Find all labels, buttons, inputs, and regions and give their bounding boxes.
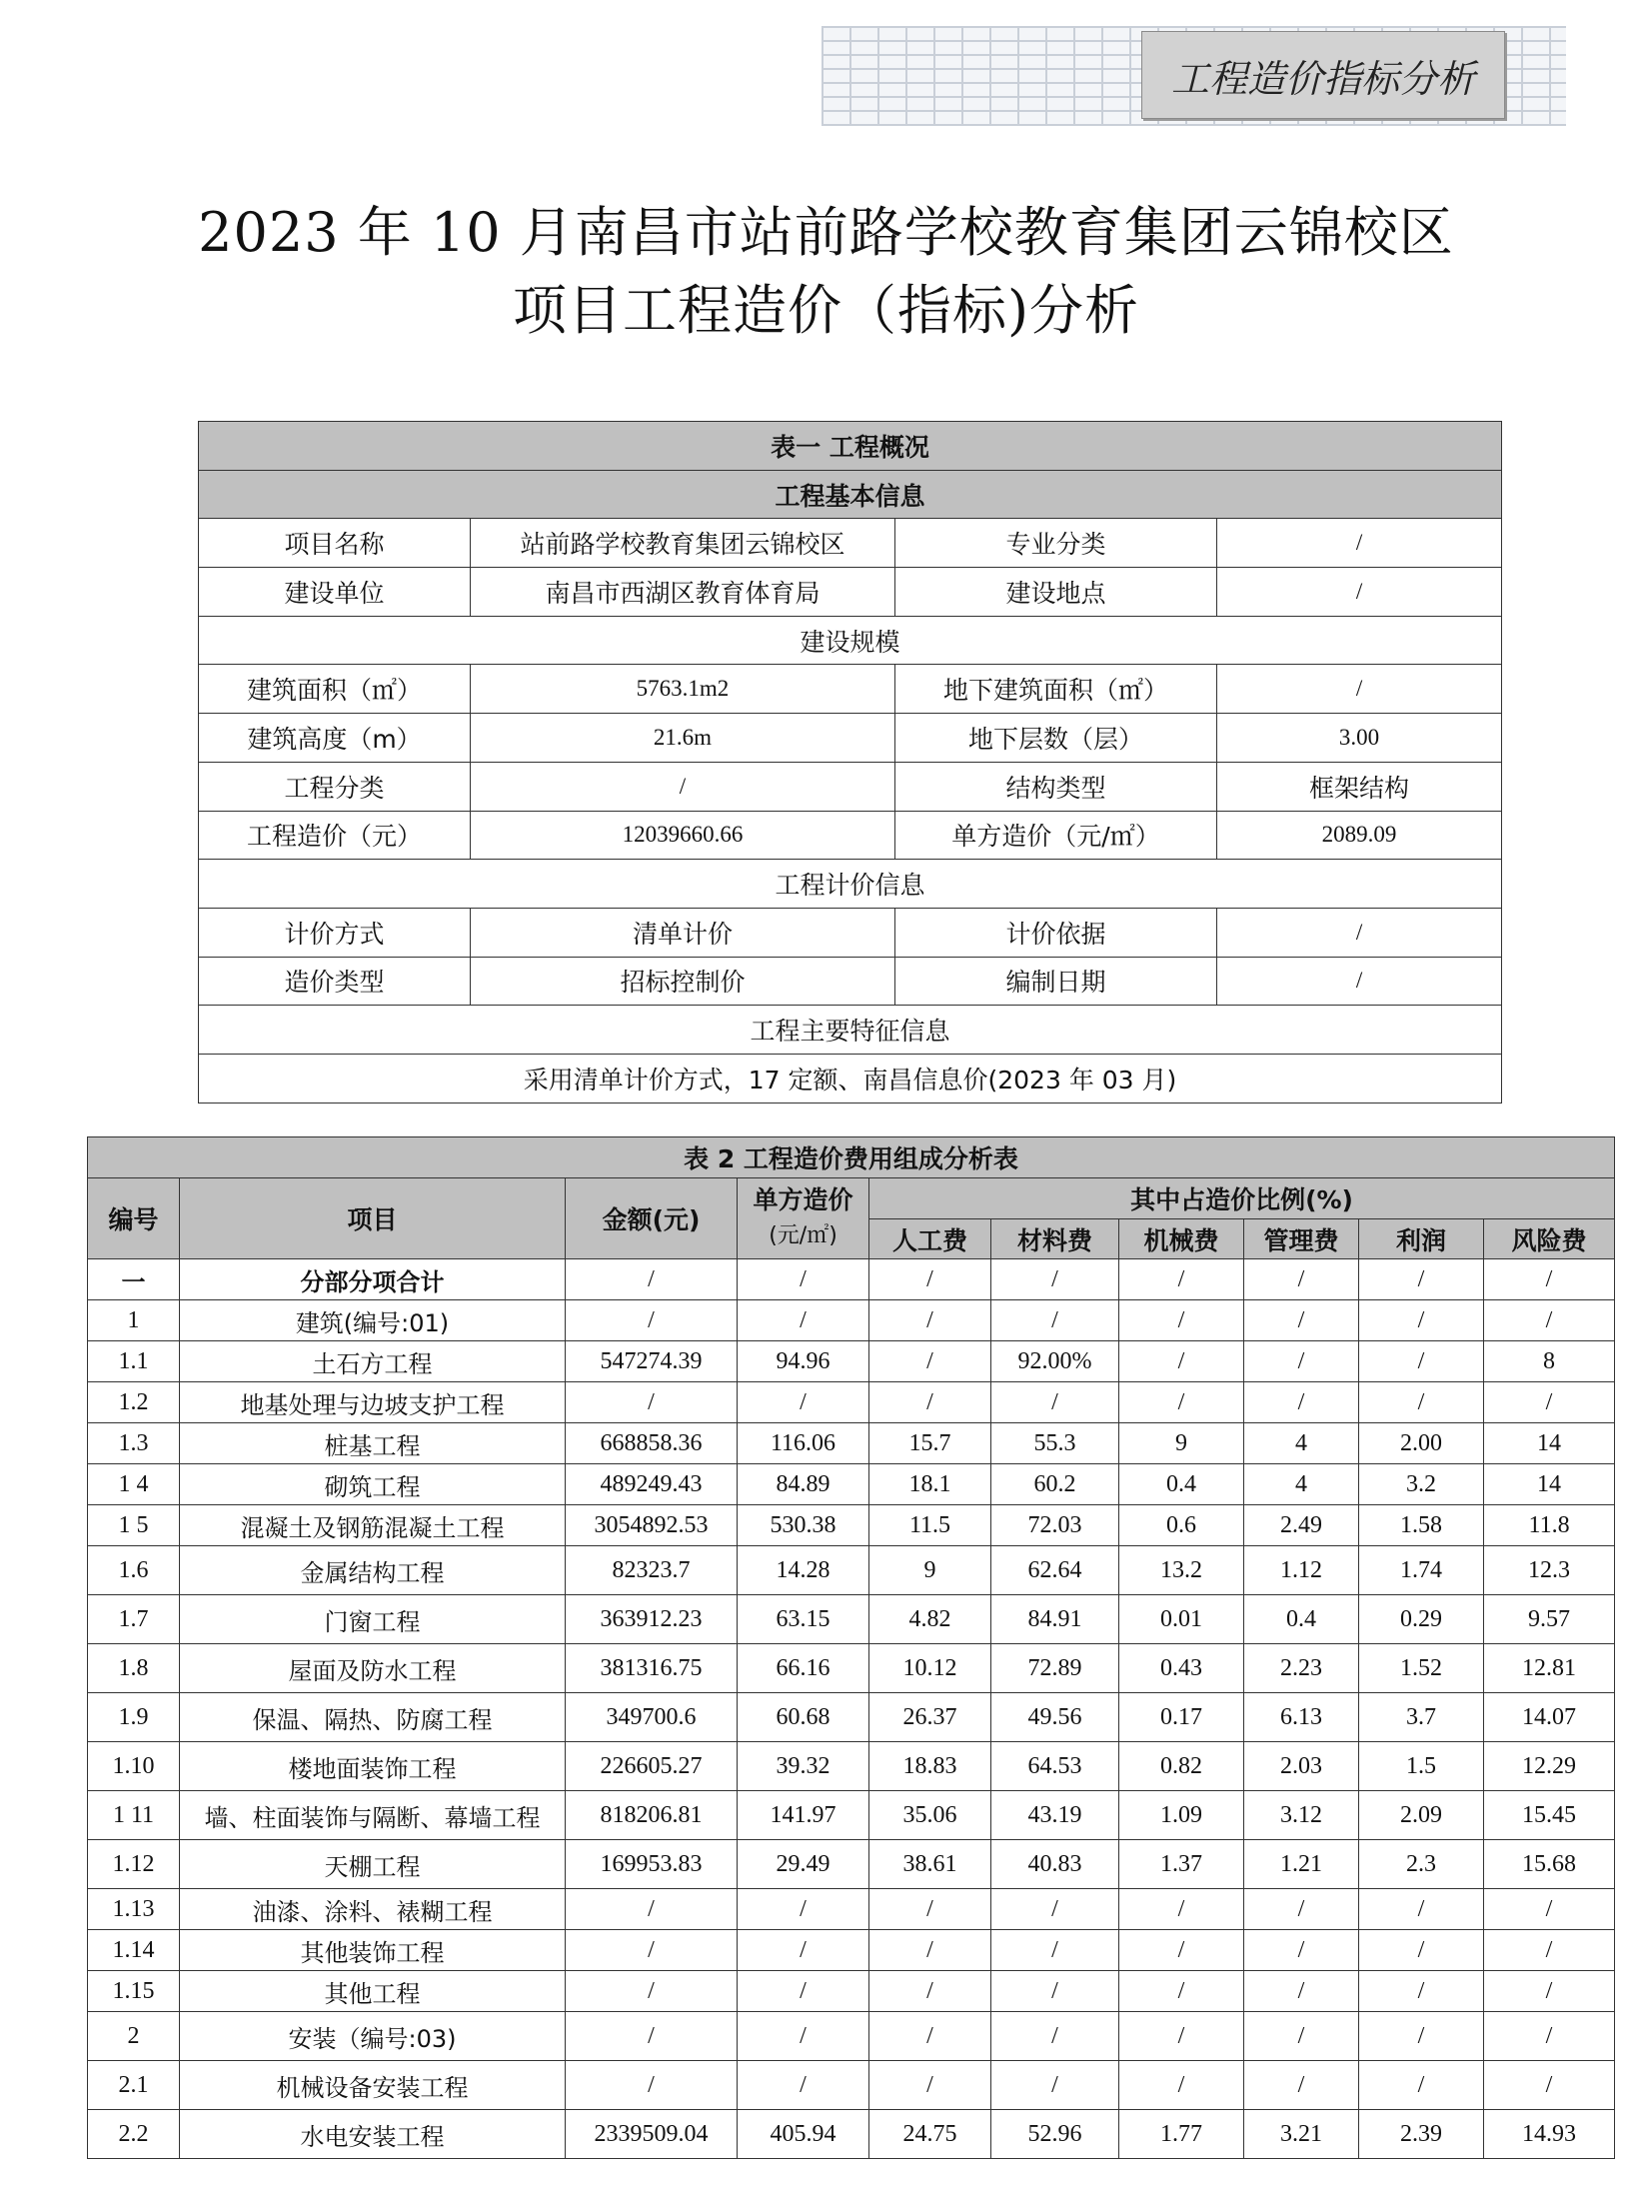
row-value: 1.37 [1119, 1840, 1244, 1889]
label-basis: 计价依据 [895, 908, 1217, 957]
row-value: / [869, 1300, 991, 1341]
label-method: 计价方式 [199, 908, 471, 957]
row-value: / [869, 1971, 991, 2012]
row-value: 1.5 [1359, 1742, 1484, 1791]
row-value: 547274.39 [566, 1341, 738, 1382]
row-value: 63.15 [738, 1595, 869, 1644]
row-code: 1 11 [88, 1791, 180, 1840]
row-value: 60.2 [991, 1464, 1119, 1505]
row-value: 226605.27 [566, 1742, 738, 1791]
row-value: / [1244, 1971, 1359, 2012]
row-code: 2.1 [88, 2061, 180, 2110]
row-value: 64.53 [991, 1742, 1119, 1791]
row-code: 1.14 [88, 1930, 180, 1971]
header-ratio: 其中占造价比例(%) [869, 1178, 1615, 1219]
value-date: / [1217, 957, 1502, 1006]
row-value: 2.03 [1244, 1742, 1359, 1791]
row-value: / [1119, 1971, 1244, 2012]
row-value: / [869, 2012, 991, 2061]
row-value: 12.29 [1484, 1742, 1615, 1791]
row-code: 1.7 [88, 1595, 180, 1644]
row-value: 14.93 [1484, 2110, 1615, 2159]
label-type: 造价类型 [199, 957, 471, 1006]
row-value: / [1359, 1341, 1484, 1382]
row-value: 60.68 [738, 1693, 869, 1742]
row-value: 24.75 [869, 2110, 991, 2159]
row-value: 82323.7 [566, 1546, 738, 1595]
row-value: 14.07 [1484, 1693, 1615, 1742]
row-value: / [991, 2061, 1119, 2110]
row-code: 1.6 [88, 1546, 180, 1595]
row-value: 141.97 [738, 1791, 869, 1840]
row-value: / [566, 2012, 738, 2061]
header-unit-cost [738, 1178, 869, 1259]
row-value: / [738, 1889, 869, 1930]
row-code: 1.9 [88, 1693, 180, 1742]
row-item: 门窗工程 [180, 1595, 566, 1644]
row-value: / [1119, 1930, 1244, 1971]
header-machine: 机械费 [1119, 1219, 1244, 1259]
row-code: 1 5 [88, 1505, 180, 1546]
row-value: / [1484, 1971, 1615, 2012]
row-value: 66.16 [738, 1644, 869, 1693]
table-row [88, 2012, 1615, 2061]
label-category: 工程分类 [199, 762, 471, 811]
table-row [88, 1341, 1615, 1382]
value-underground-floors: 3.00 [1217, 714, 1502, 763]
row-value: 1.09 [1119, 1791, 1244, 1840]
row-value: 1.21 [1244, 1840, 1359, 1889]
label-unit-cost: 单方造价（元/㎡） [895, 811, 1217, 860]
row-value: / [1244, 1259, 1359, 1300]
label-height: 建筑高度（m） [199, 714, 471, 763]
value-builder: 南昌市西湖区教育体育局 [471, 568, 895, 617]
row-value: 52.96 [991, 2110, 1119, 2159]
row-value: 11.8 [1484, 1505, 1615, 1546]
label-underground-area: 地下建筑面积（㎡） [895, 665, 1217, 714]
row-value: / [1484, 1300, 1615, 1341]
row-value: 530.38 [738, 1505, 869, 1546]
row-value: 43.19 [991, 1791, 1119, 1840]
row-value: 2.49 [1244, 1505, 1359, 1546]
row-value: 818206.81 [566, 1791, 738, 1840]
row-value: 35.06 [869, 1791, 991, 1840]
row-value: 72.03 [991, 1505, 1119, 1546]
label-cost: 工程造价（元） [199, 811, 471, 860]
row-value: / [991, 1300, 1119, 1341]
table-row [88, 1742, 1615, 1791]
row-value: 18.1 [869, 1464, 991, 1505]
row-item: 其他装饰工程 [180, 1930, 566, 1971]
row-value: 3.7 [1359, 1693, 1484, 1742]
row-value: 6.13 [1244, 1693, 1359, 1742]
table1-section-features: 工程主要特征信息 [199, 1006, 1502, 1055]
row-value: 2.09 [1359, 1791, 1484, 1840]
table1-section-pricing: 工程计价信息 [199, 860, 1502, 909]
row-code: 2.2 [88, 2110, 180, 2159]
header-profit: 利润 [1359, 1219, 1484, 1259]
row-value: 4 [1244, 1464, 1359, 1505]
row-value: / [1244, 1889, 1359, 1930]
row-value: / [738, 2061, 869, 2110]
row-value: 9 [869, 1546, 991, 1595]
row-value: 13.2 [1119, 1546, 1244, 1595]
row-value: 62.64 [991, 1546, 1119, 1595]
value-specialty: / [1217, 519, 1502, 568]
row-value: / [1119, 1382, 1244, 1423]
row-value: / [1119, 1300, 1244, 1341]
row-code: 1 4 [88, 1464, 180, 1505]
row-value: 116.06 [738, 1423, 869, 1464]
row-value: 381316.75 [566, 1644, 738, 1693]
row-value: 169953.83 [566, 1840, 738, 1889]
header-tag: 工程造价指标分析 [1141, 31, 1505, 119]
header-risk: 风险费 [1484, 1219, 1615, 1259]
row-value: / [1484, 1889, 1615, 1930]
row-value: / [1244, 1930, 1359, 1971]
row-value: / [738, 1930, 869, 1971]
table-row [88, 1644, 1615, 1693]
table-row [88, 1971, 1615, 2012]
header-management: 管理费 [1244, 1219, 1359, 1259]
row-item: 墙、柱面装饰与隔断、幕墙工程 [180, 1791, 566, 1840]
row-code: 1 [88, 1300, 180, 1341]
table1-section-scale: 建设规模 [199, 616, 1502, 665]
row-item: 楼地面装饰工程 [180, 1742, 566, 1791]
row-value: / [1359, 1259, 1484, 1300]
row-value: / [566, 1971, 738, 2012]
row-value: / [991, 1382, 1119, 1423]
row-value: / [1484, 1930, 1615, 1971]
row-item: 金属结构工程 [180, 1546, 566, 1595]
label-builder: 建设单位 [199, 568, 471, 617]
header-code: 编号 [88, 1178, 180, 1259]
row-value: 15.7 [869, 1423, 991, 1464]
row-value: / [1244, 1300, 1359, 1341]
row-value: 363912.23 [566, 1595, 738, 1644]
table-row [88, 1382, 1615, 1423]
row-value: / [1359, 1889, 1484, 1930]
table-row [88, 1505, 1615, 1546]
row-value: / [1359, 1971, 1484, 2012]
row-value: 9 [1119, 1423, 1244, 1464]
row-value: / [991, 1971, 1119, 2012]
table-row [88, 1595, 1615, 1644]
table-row [88, 1889, 1615, 1930]
row-value: 11.5 [869, 1505, 991, 1546]
row-value: 15.45 [1484, 1791, 1615, 1840]
row-value: / [738, 1300, 869, 1341]
row-value: 12.81 [1484, 1644, 1615, 1693]
row-value: / [566, 1382, 738, 1423]
row-value: / [1484, 1382, 1615, 1423]
header-unit-cost-line2: (元/㎡) [769, 1223, 837, 1248]
value-project-name: 站前路学校教育集团云锦校区 [471, 519, 895, 568]
value-method: 清单计价 [471, 908, 895, 957]
row-value: / [991, 1930, 1119, 1971]
row-value: 668858.36 [566, 1423, 738, 1464]
row-value: 3.12 [1244, 1791, 1359, 1840]
row-value: 84.89 [738, 1464, 869, 1505]
row-value: 3.21 [1244, 2110, 1359, 2159]
row-value: 349700.6 [566, 1693, 738, 1742]
value-basis: / [1217, 908, 1502, 957]
row-value: / [566, 1300, 738, 1341]
row-code: 1.12 [88, 1840, 180, 1889]
row-value: 0.01 [1119, 1595, 1244, 1644]
row-item: 其他工程 [180, 1971, 566, 2012]
row-code: 2 [88, 2012, 180, 2061]
row-item: 机械设备安装工程 [180, 2061, 566, 2110]
row-value: 1.12 [1244, 1546, 1359, 1595]
row-code: 1.2 [88, 1382, 180, 1423]
row-value: 3054892.53 [566, 1505, 738, 1546]
row-value: / [869, 1259, 991, 1300]
row-item: 土石方工程 [180, 1341, 566, 1382]
row-value: / [869, 1930, 991, 1971]
row-code: 1.13 [88, 1889, 180, 1930]
label-underground-floors: 地下层数（层） [895, 714, 1217, 763]
row-value: / [869, 1341, 991, 1382]
row-value: / [1244, 2012, 1359, 2061]
row-value: / [1244, 1341, 1359, 1382]
row-item: 安装（编号:03) [180, 2012, 566, 2061]
row-value: / [1119, 2061, 1244, 2110]
table-row [88, 1930, 1615, 1971]
row-item: 水电安装工程 [180, 2110, 566, 2159]
value-underground-area: / [1217, 665, 1502, 714]
row-value: / [869, 1382, 991, 1423]
row-value: / [1359, 1300, 1484, 1341]
row-value: 0.17 [1119, 1693, 1244, 1742]
row-value: / [1359, 1930, 1484, 1971]
row-value: / [1119, 2012, 1244, 2061]
row-value: 2339509.04 [566, 2110, 738, 2159]
row-value: 0.43 [1119, 1644, 1244, 1693]
header-material: 材料费 [991, 1219, 1119, 1259]
row-value: 92.00% [991, 1341, 1119, 1382]
table1-caption: 表一 工程概况 [199, 422, 1502, 471]
row-value: 14 [1484, 1423, 1615, 1464]
row-value: 2.39 [1359, 2110, 1484, 2159]
row-value: / [566, 1259, 738, 1300]
header-item: 项目 [180, 1178, 566, 1259]
table-row [88, 2110, 1615, 2159]
row-item: 砌筑工程 [180, 1464, 566, 1505]
value-area: 5763.1m2 [471, 665, 895, 714]
row-value: 1.77 [1119, 2110, 1244, 2159]
row-value: 8 [1484, 1341, 1615, 1382]
row-code: 1.1 [88, 1341, 180, 1382]
row-value: / [738, 2012, 869, 2061]
row-value: / [566, 1930, 738, 1971]
value-location: / [1217, 568, 1502, 617]
label-area: 建筑面积（㎡） [199, 665, 471, 714]
row-value: 1.74 [1359, 1546, 1484, 1595]
row-value: 94.96 [738, 1341, 869, 1382]
row-value: 29.49 [738, 1840, 869, 1889]
row-value: 9.57 [1484, 1595, 1615, 1644]
row-code: 一 [88, 1259, 180, 1300]
row-value: 4 [1244, 1423, 1359, 1464]
row-value: 4.82 [869, 1595, 991, 1644]
table1-features: 采用清单计价方式，17 定额、南昌信息价(2023 年 03 月) [199, 1054, 1502, 1103]
table-row [88, 1423, 1615, 1464]
table-row [88, 1840, 1615, 1889]
row-value: / [1359, 2012, 1484, 2061]
row-value: / [991, 1889, 1119, 1930]
row-item: 地基处理与边坡支护工程 [180, 1382, 566, 1423]
row-item: 分部分项合计 [180, 1259, 566, 1300]
row-value: 14 [1484, 1464, 1615, 1505]
row-code: 1.10 [88, 1742, 180, 1791]
row-item: 保温、隔热、防腐工程 [180, 1693, 566, 1742]
row-value: 38.61 [869, 1840, 991, 1889]
header-amount: 金额(元) [566, 1178, 738, 1259]
row-value: / [1484, 2061, 1615, 2110]
row-value: 10.12 [869, 1644, 991, 1693]
table-row [88, 1693, 1615, 1742]
row-item: 油漆、涂料、裱糊工程 [180, 1889, 566, 1930]
row-value: 72.89 [991, 1644, 1119, 1693]
row-item: 天棚工程 [180, 1840, 566, 1889]
value-unit-cost: 2089.09 [1217, 811, 1502, 860]
cost-composition-table [87, 1136, 1615, 2159]
table1-section-basic: 工程基本信息 [199, 470, 1502, 519]
header-labor: 人工费 [869, 1219, 991, 1259]
row-value: / [1484, 1259, 1615, 1300]
value-category: / [471, 762, 895, 811]
label-specialty: 专业分类 [895, 519, 1217, 568]
row-value: 26.37 [869, 1693, 991, 1742]
value-cost: 12039660.66 [471, 811, 895, 860]
row-value: / [566, 2061, 738, 2110]
row-value: / [991, 2012, 1119, 2061]
row-code: 1.15 [88, 1971, 180, 2012]
row-value: 18.83 [869, 1742, 991, 1791]
label-date: 编制日期 [895, 957, 1217, 1006]
row-value: 489249.43 [566, 1464, 738, 1505]
value-height: 21.6m [471, 714, 895, 763]
table-row [88, 1300, 1615, 1341]
table-row [88, 1546, 1615, 1595]
row-value: 2.3 [1359, 1840, 1484, 1889]
row-value: 0.29 [1359, 1595, 1484, 1644]
value-type: 招标控制价 [471, 957, 895, 1006]
table-row [88, 1259, 1615, 1300]
table-row [88, 1464, 1615, 1505]
row-value: 0.82 [1119, 1742, 1244, 1791]
row-item: 屋面及防水工程 [180, 1644, 566, 1693]
row-value: 405.94 [738, 2110, 869, 2159]
header-unit-cost-line1: 单方造价 [753, 1185, 853, 1214]
row-value: / [1119, 1259, 1244, 1300]
row-value: 55.3 [991, 1423, 1119, 1464]
row-value: / [1119, 1889, 1244, 1930]
row-value: 0.4 [1244, 1595, 1359, 1644]
row-value: 14.28 [738, 1546, 869, 1595]
row-value: 3.2 [1359, 1464, 1484, 1505]
label-project-name: 项目名称 [199, 519, 471, 568]
table2-caption: 表 2 工程造价费用组成分析表 [88, 1137, 1615, 1178]
row-item: 建筑(编号:01) [180, 1300, 566, 1341]
page-title-line2: 项目工程造价（指标)分析 [512, 279, 1140, 342]
row-value: / [566, 1889, 738, 1930]
row-value: / [1359, 1382, 1484, 1423]
row-value: 0.4 [1119, 1464, 1244, 1505]
row-value: 84.91 [991, 1595, 1119, 1644]
page-title-line1: 2023 年 10 月南昌市站前路学校教育集团云锦校区 [198, 201, 1454, 264]
row-value: 2.23 [1244, 1644, 1359, 1693]
row-value: / [1244, 2061, 1359, 2110]
project-overview-table [198, 421, 1502, 1104]
row-value: / [991, 1259, 1119, 1300]
value-structure: 框架结构 [1217, 762, 1502, 811]
row-value: 39.32 [738, 1742, 869, 1791]
row-value: / [869, 1889, 991, 1930]
row-value: 1.52 [1359, 1644, 1484, 1693]
table-row [88, 1791, 1615, 1840]
table-row [88, 2061, 1615, 2110]
row-item: 混凝土及钢筋混凝土工程 [180, 1505, 566, 1546]
row-value: / [738, 1259, 869, 1300]
row-value: 49.56 [991, 1693, 1119, 1742]
row-value: 1.58 [1359, 1505, 1484, 1546]
row-value: / [1244, 1382, 1359, 1423]
table2-body [88, 1259, 1615, 2159]
row-value: / [869, 2061, 991, 2110]
row-value: / [1484, 2012, 1615, 2061]
row-value: / [738, 1971, 869, 2012]
row-value: / [1119, 1341, 1244, 1382]
row-value: / [738, 1382, 869, 1423]
row-code: 1.8 [88, 1644, 180, 1693]
row-value: 12.3 [1484, 1546, 1615, 1595]
row-item: 桩基工程 [180, 1423, 566, 1464]
row-value: 15.68 [1484, 1840, 1615, 1889]
row-value: 0.6 [1119, 1505, 1244, 1546]
row-value: 2.00 [1359, 1423, 1484, 1464]
row-value: 40.83 [991, 1840, 1119, 1889]
row-value: / [1359, 2061, 1484, 2110]
label-location: 建设地点 [895, 568, 1217, 617]
row-code: 1.3 [88, 1423, 180, 1464]
label-structure: 结构类型 [895, 762, 1217, 811]
